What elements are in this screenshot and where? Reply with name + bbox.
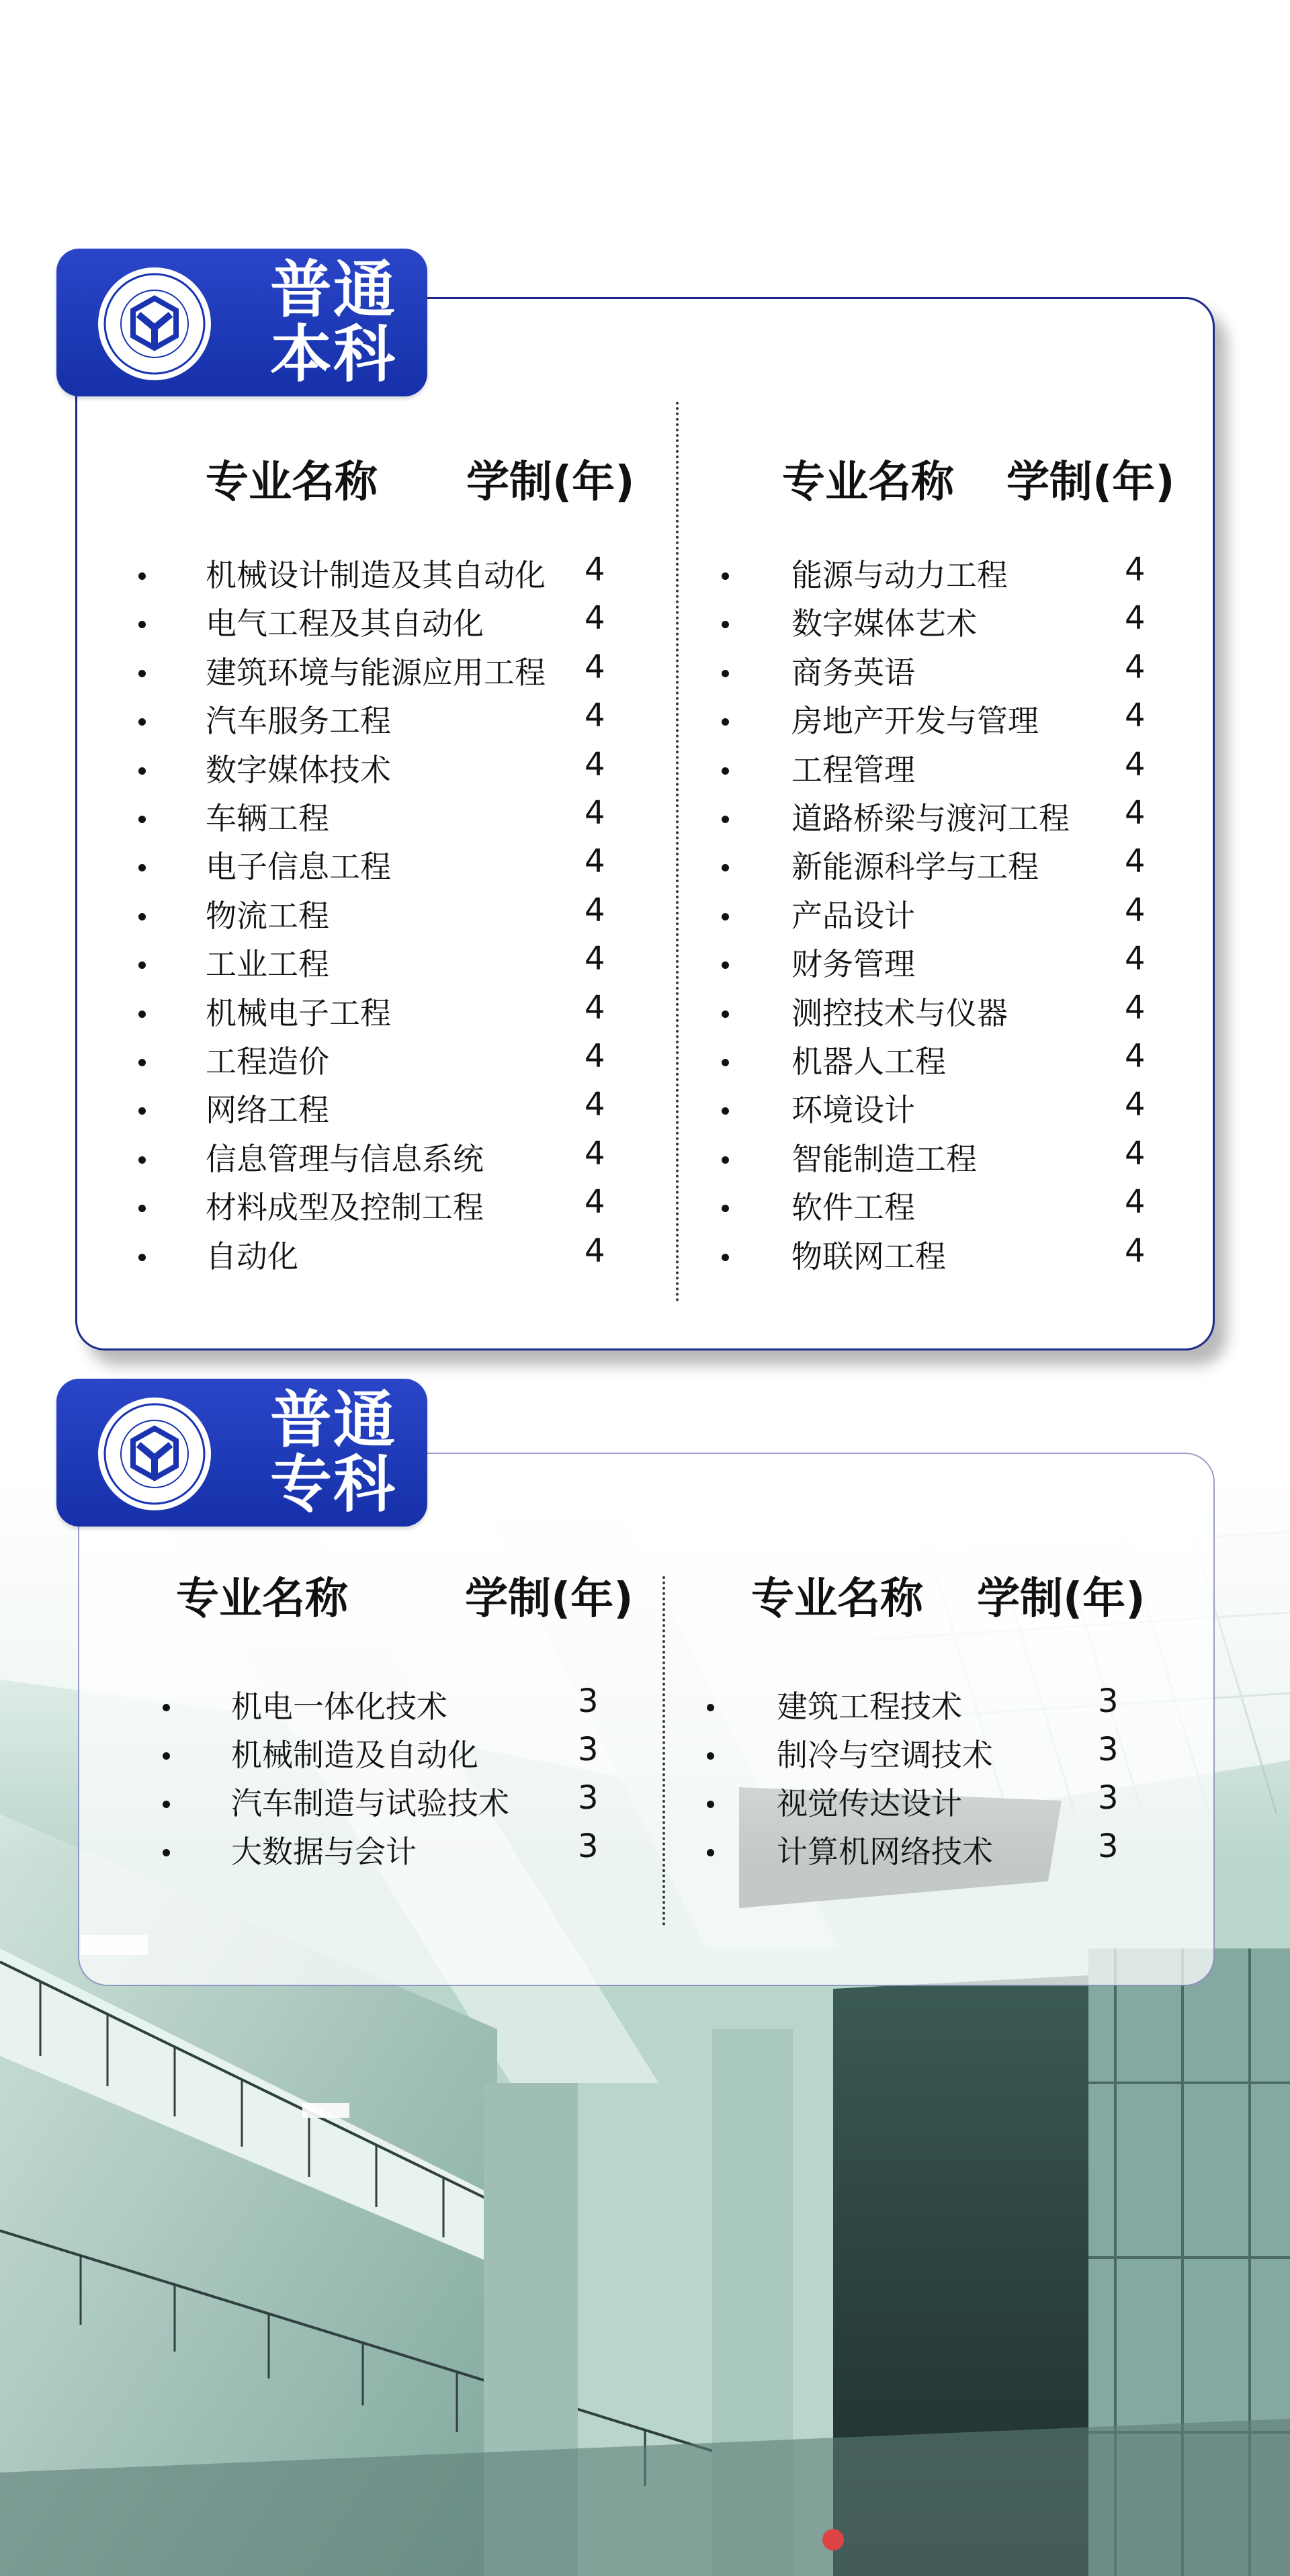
duration-years: 4 [585,1183,605,1221]
bullet-icon [722,1205,729,1212]
bullet-icon [722,572,729,580]
bullet-icon [722,767,729,775]
list-item [0,599,1290,648]
major-name: 信息管理与信息系统 [206,1140,484,1177]
major-name: 建筑环境与能源应用工程 [206,654,546,691]
duration-years: 4 [1125,648,1146,686]
list-item [0,1828,1290,1876]
bullet-icon [722,1011,729,1018]
duration-years: 4 [585,988,605,1027]
duration-years: 4 [585,745,605,783]
major-name: 汽车服务工程 [206,703,391,740]
major-name: 大数据与会计 [231,1834,417,1870]
bullet-icon [722,1156,729,1164]
major-name: 数字媒体技术 [206,751,391,788]
duration-years: 4 [585,891,605,929]
major-name: 道路桥梁与渡河工程 [791,800,1070,836]
list-item [0,1086,1290,1134]
duration-years: 4 [1125,551,1146,589]
list-item [0,1183,1290,1232]
major-name: 机械设计制造及其自动化 [206,557,546,593]
bullet-icon [707,1801,714,1808]
bullet-icon [722,1254,729,1261]
section-title: 普通 专科 [270,1384,397,1520]
bullet-icon [722,718,729,726]
duration-years: 3 [578,1779,599,1817]
duration-years: 4 [585,1086,605,1124]
list-item [0,1779,1290,1828]
duration-years: 4 [585,648,605,686]
duration-years: 3 [1098,1779,1119,1817]
major-name: 工程管理 [791,751,915,788]
major-name: 车辆工程 [206,800,329,836]
undergraduate-badge [56,249,427,396]
major-name: 电气工程及其自动化 [206,605,484,642]
duration-years: 4 [1125,1134,1146,1172]
major-name: 环境设计 [791,1092,915,1129]
left-header-major-name: 专业名称 [206,458,378,507]
list-item [0,1135,1290,1183]
duration-years: 4 [585,940,605,978]
major-name: 数字媒体艺术 [791,605,977,642]
bullet-icon [722,816,729,823]
major-name: 财务管理 [791,946,915,983]
list-item [0,648,1290,697]
bullet-icon [722,961,729,969]
university-seal-icon [97,266,212,382]
duration-years: 3 [1098,1731,1119,1768]
bullet-icon [722,913,729,920]
list-item [0,1232,1290,1281]
major-name: 商务英语 [791,654,915,691]
duration-years: 4 [1125,843,1146,881]
major-name: 新能源科学与工程 [791,849,1039,886]
list-item [0,989,1290,1037]
duration-years: 4 [1125,697,1146,735]
associate-badge [56,1379,427,1527]
list-item [0,940,1290,988]
list-item [0,551,1290,599]
university-seal-icon [97,1396,212,1512]
duration-years: 3 [1098,1682,1119,1720]
duration-years: 4 [585,843,605,881]
duration-years: 4 [1125,1232,1146,1270]
left-header-duration: 学制(年) [465,1574,634,1624]
major-name: 计算机网络技术 [777,1834,993,1870]
bullet-icon [707,1849,714,1856]
duration-years: 4 [1125,940,1146,978]
right-header-duration: 学制(年) [1006,458,1175,507]
duration-years: 4 [1125,1037,1146,1075]
list-item [0,697,1290,745]
major-name: 机械制造及自动化 [231,1737,478,1773]
left-header-duration: 学制(年) [466,458,635,507]
major-name: 软件工程 [791,1189,915,1226]
major-name: 视觉传达设计 [777,1785,962,1821]
section-title: 普通 本科 [270,254,397,390]
bullet-icon [722,670,729,677]
major-name: 制冷与空调技术 [777,1737,993,1773]
major-name: 建筑工程技术 [777,1688,962,1725]
duration-years: 4 [1125,745,1146,783]
major-name: 物联网工程 [791,1238,946,1275]
list-item [0,843,1290,891]
major-name: 机械电子工程 [206,994,391,1031]
duration-years: 4 [1125,891,1146,929]
bullet-icon [722,1059,729,1066]
major-name: 机器人工程 [791,1043,946,1080]
duration-years: 3 [578,1731,599,1768]
major-name: 机电一体化技术 [231,1688,447,1725]
major-name: 测控技术与仪器 [791,994,1008,1031]
duration-years: 4 [1125,794,1146,832]
duration-years: 4 [585,1134,605,1172]
major-name: 智能制造工程 [791,1140,977,1177]
bullet-icon [707,1752,714,1760]
major-name: 工程造价 [206,1043,329,1080]
major-name: 能源与动力工程 [791,557,1008,593]
list-item [0,892,1290,940]
major-name: 工业工程 [206,946,329,983]
right-header-major-name: 专业名称 [782,458,954,507]
duration-years: 3 [578,1828,599,1865]
left-header-major-name: 专业名称 [176,1574,348,1624]
duration-years: 4 [585,599,605,638]
list-item [0,1037,1290,1086]
major-name: 物流工程 [206,897,329,934]
duration-years: 4 [585,794,605,832]
bullet-icon [707,1704,714,1711]
duration-years: 4 [585,1037,605,1075]
duration-years: 4 [585,697,605,735]
major-name: 产品设计 [791,897,915,934]
list-item [0,746,1290,794]
major-name: 自动化 [206,1238,298,1275]
major-name: 电子信息工程 [206,849,391,886]
bullet-icon [722,1107,729,1115]
duration-years: 4 [585,1232,605,1270]
list-item [0,1731,1290,1779]
duration-years: 4 [1125,988,1146,1027]
right-header-major-name: 专业名称 [751,1574,923,1624]
duration-years: 4 [1125,1086,1146,1124]
right-header-duration: 学制(年) [977,1574,1146,1624]
duration-years: 4 [585,551,605,589]
bullet-icon [722,621,729,628]
duration-years: 4 [1125,1183,1146,1221]
duration-years: 3 [578,1682,599,1720]
major-name: 材料成型及控制工程 [206,1189,484,1226]
list-item [0,1682,1290,1731]
duration-years: 4 [1125,599,1146,638]
bullet-icon [722,864,729,871]
duration-years: 3 [1098,1828,1119,1865]
major-name: 网络工程 [206,1092,329,1129]
list-item [0,794,1290,843]
major-name: 房地产开发与管理 [791,703,1039,740]
major-name: 汽车制造与试验技术 [231,1785,509,1821]
